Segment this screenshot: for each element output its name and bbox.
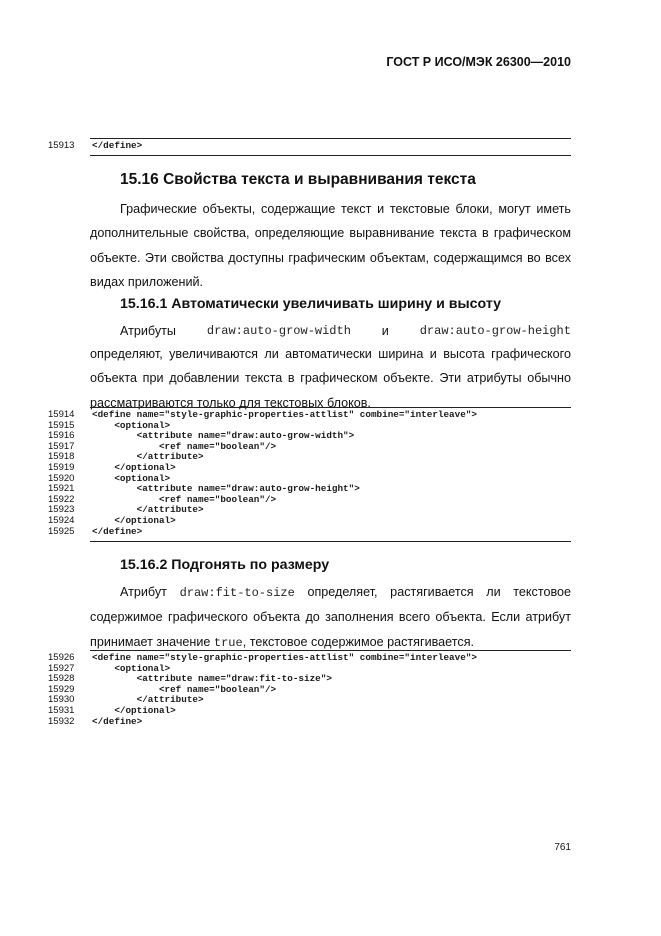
p-end: , текстовое содержимое растягивается. <box>242 634 475 649</box>
code-text: <ref name="boolean"/> <box>92 440 277 452</box>
document-header: ГОСТ Р ИСО/МЭК 26300—2010 <box>386 55 571 69</box>
conjunction: и <box>381 324 389 338</box>
line-number: 15919 <box>48 461 75 473</box>
code-text: <optional> <box>92 662 171 674</box>
code-text: </attribute> <box>92 504 204 516</box>
code-text: <ref name="boolean"/> <box>92 493 277 505</box>
code-text: <attribute name="draw:fit-to-size"> <box>92 673 332 685</box>
code-text: </optional> <box>92 704 176 716</box>
code-line <box>0 653 661 664</box>
code-text: <attribute name="draw:auto-grow-width"> <box>92 430 355 442</box>
attr-auto-grow-width: draw:auto-grow-width <box>206 324 351 338</box>
line-number: 15923 <box>48 504 75 516</box>
line-number: 15918 <box>48 451 75 463</box>
code-text: </define> <box>92 525 143 537</box>
code-line <box>0 141 661 152</box>
code-text: <attribute name="draw:auto-grow-height"> <box>92 483 360 495</box>
line-number: 15925 <box>48 525 75 537</box>
section-title: 15.16 Свойства текста и выравнивания текста <box>120 171 476 188</box>
code-text: </define> <box>92 140 143 151</box>
line-number: 15931 <box>48 704 75 716</box>
code-block-2 <box>0 653 661 727</box>
code-line <box>0 717 661 728</box>
section-paragraph <box>90 197 571 294</box>
subsection-2-paragraph <box>90 580 571 655</box>
code-top-rule <box>90 407 571 408</box>
code-line <box>0 516 661 527</box>
subsection-1-title: 15.16.1 Автоматически увеличивать ширину и высоту <box>120 296 502 312</box>
section-paragraph-text: Графические объекты, содержащие текст и текстовые блоки, могут иметь дополнительные свойства, определяющие выравнивание текста в графическом объекте. Эти свойства доступны графическим объектам, содержащимся во всех видах приложений. <box>90 202 571 289</box>
code-text: <optional> <box>92 472 171 484</box>
code-text: <optional> <box>92 419 171 431</box>
subsection-2-title: 15.16.2 Подгонять по размеру <box>120 557 330 573</box>
code-bottom-rule <box>90 155 571 156</box>
attr-auto-grow-height: draw:auto-grow-height <box>419 324 571 338</box>
code-line <box>0 706 661 717</box>
code-line <box>0 410 661 421</box>
code-text: </define> <box>92 715 143 727</box>
line-number: 15928 <box>48 673 75 685</box>
code-top-rule <box>90 138 571 139</box>
code-bottom-rule <box>90 541 571 542</box>
code-line <box>0 463 661 474</box>
code-text: </attribute> <box>92 694 204 706</box>
code-text: </optional> <box>92 461 176 473</box>
code-text: </optional> <box>92 514 176 526</box>
code-block-0 <box>0 141 661 152</box>
line-number: 15915 <box>48 419 75 431</box>
line-number: 15929 <box>48 683 75 695</box>
line-number: 15924 <box>48 514 75 526</box>
subsection-1-paragraph: определяют, увеличиваются ли автоматически ширина и высота графического объекта при добавлении текста в графическом объекте. Эти атрибуты обычно рассматриваются только для текстовых блоков. <box>90 347 571 410</box>
attr-fit-to-size: draw:fit-to-size <box>179 586 295 600</box>
p-middle: определяет, растягивается ли текстовое содержимое графического объекта до заполнения всего объекта. Если атрибут принимает значение <box>90 585 572 649</box>
code-text: <define name="style-graphic-properties-attlist" combine="interleave"> <box>92 409 477 420</box>
value-true: true <box>213 635 243 650</box>
code-text: </attribute> <box>92 451 204 463</box>
p-lead: Атрибут <box>120 585 167 599</box>
code-line <box>0 527 661 538</box>
line-number: 15921 <box>48 483 75 495</box>
line-number: 15913 <box>48 140 75 151</box>
line-number: 15917 <box>48 440 75 452</box>
code-text: <ref name="boolean"/> <box>92 683 277 695</box>
line-number: 15920 <box>48 472 75 484</box>
line-number: 15926 <box>48 652 75 663</box>
line-number: 15932 <box>48 715 75 727</box>
code-top-rule <box>90 650 571 651</box>
line-number: 15914 <box>48 409 75 420</box>
line-number: 15922 <box>48 493 75 505</box>
line-number: 15927 <box>48 662 75 674</box>
attributes-lead: Атрибуты <box>120 324 176 338</box>
line-number: 15916 <box>48 430 75 442</box>
line-number: 15930 <box>48 694 75 706</box>
code-text: <define name="style-graphic-properties-attlist" combine="interleave"> <box>92 652 477 663</box>
code-block-1 <box>0 410 661 537</box>
page-number: 761 <box>554 842 571 853</box>
attributes-line <box>90 324 571 338</box>
